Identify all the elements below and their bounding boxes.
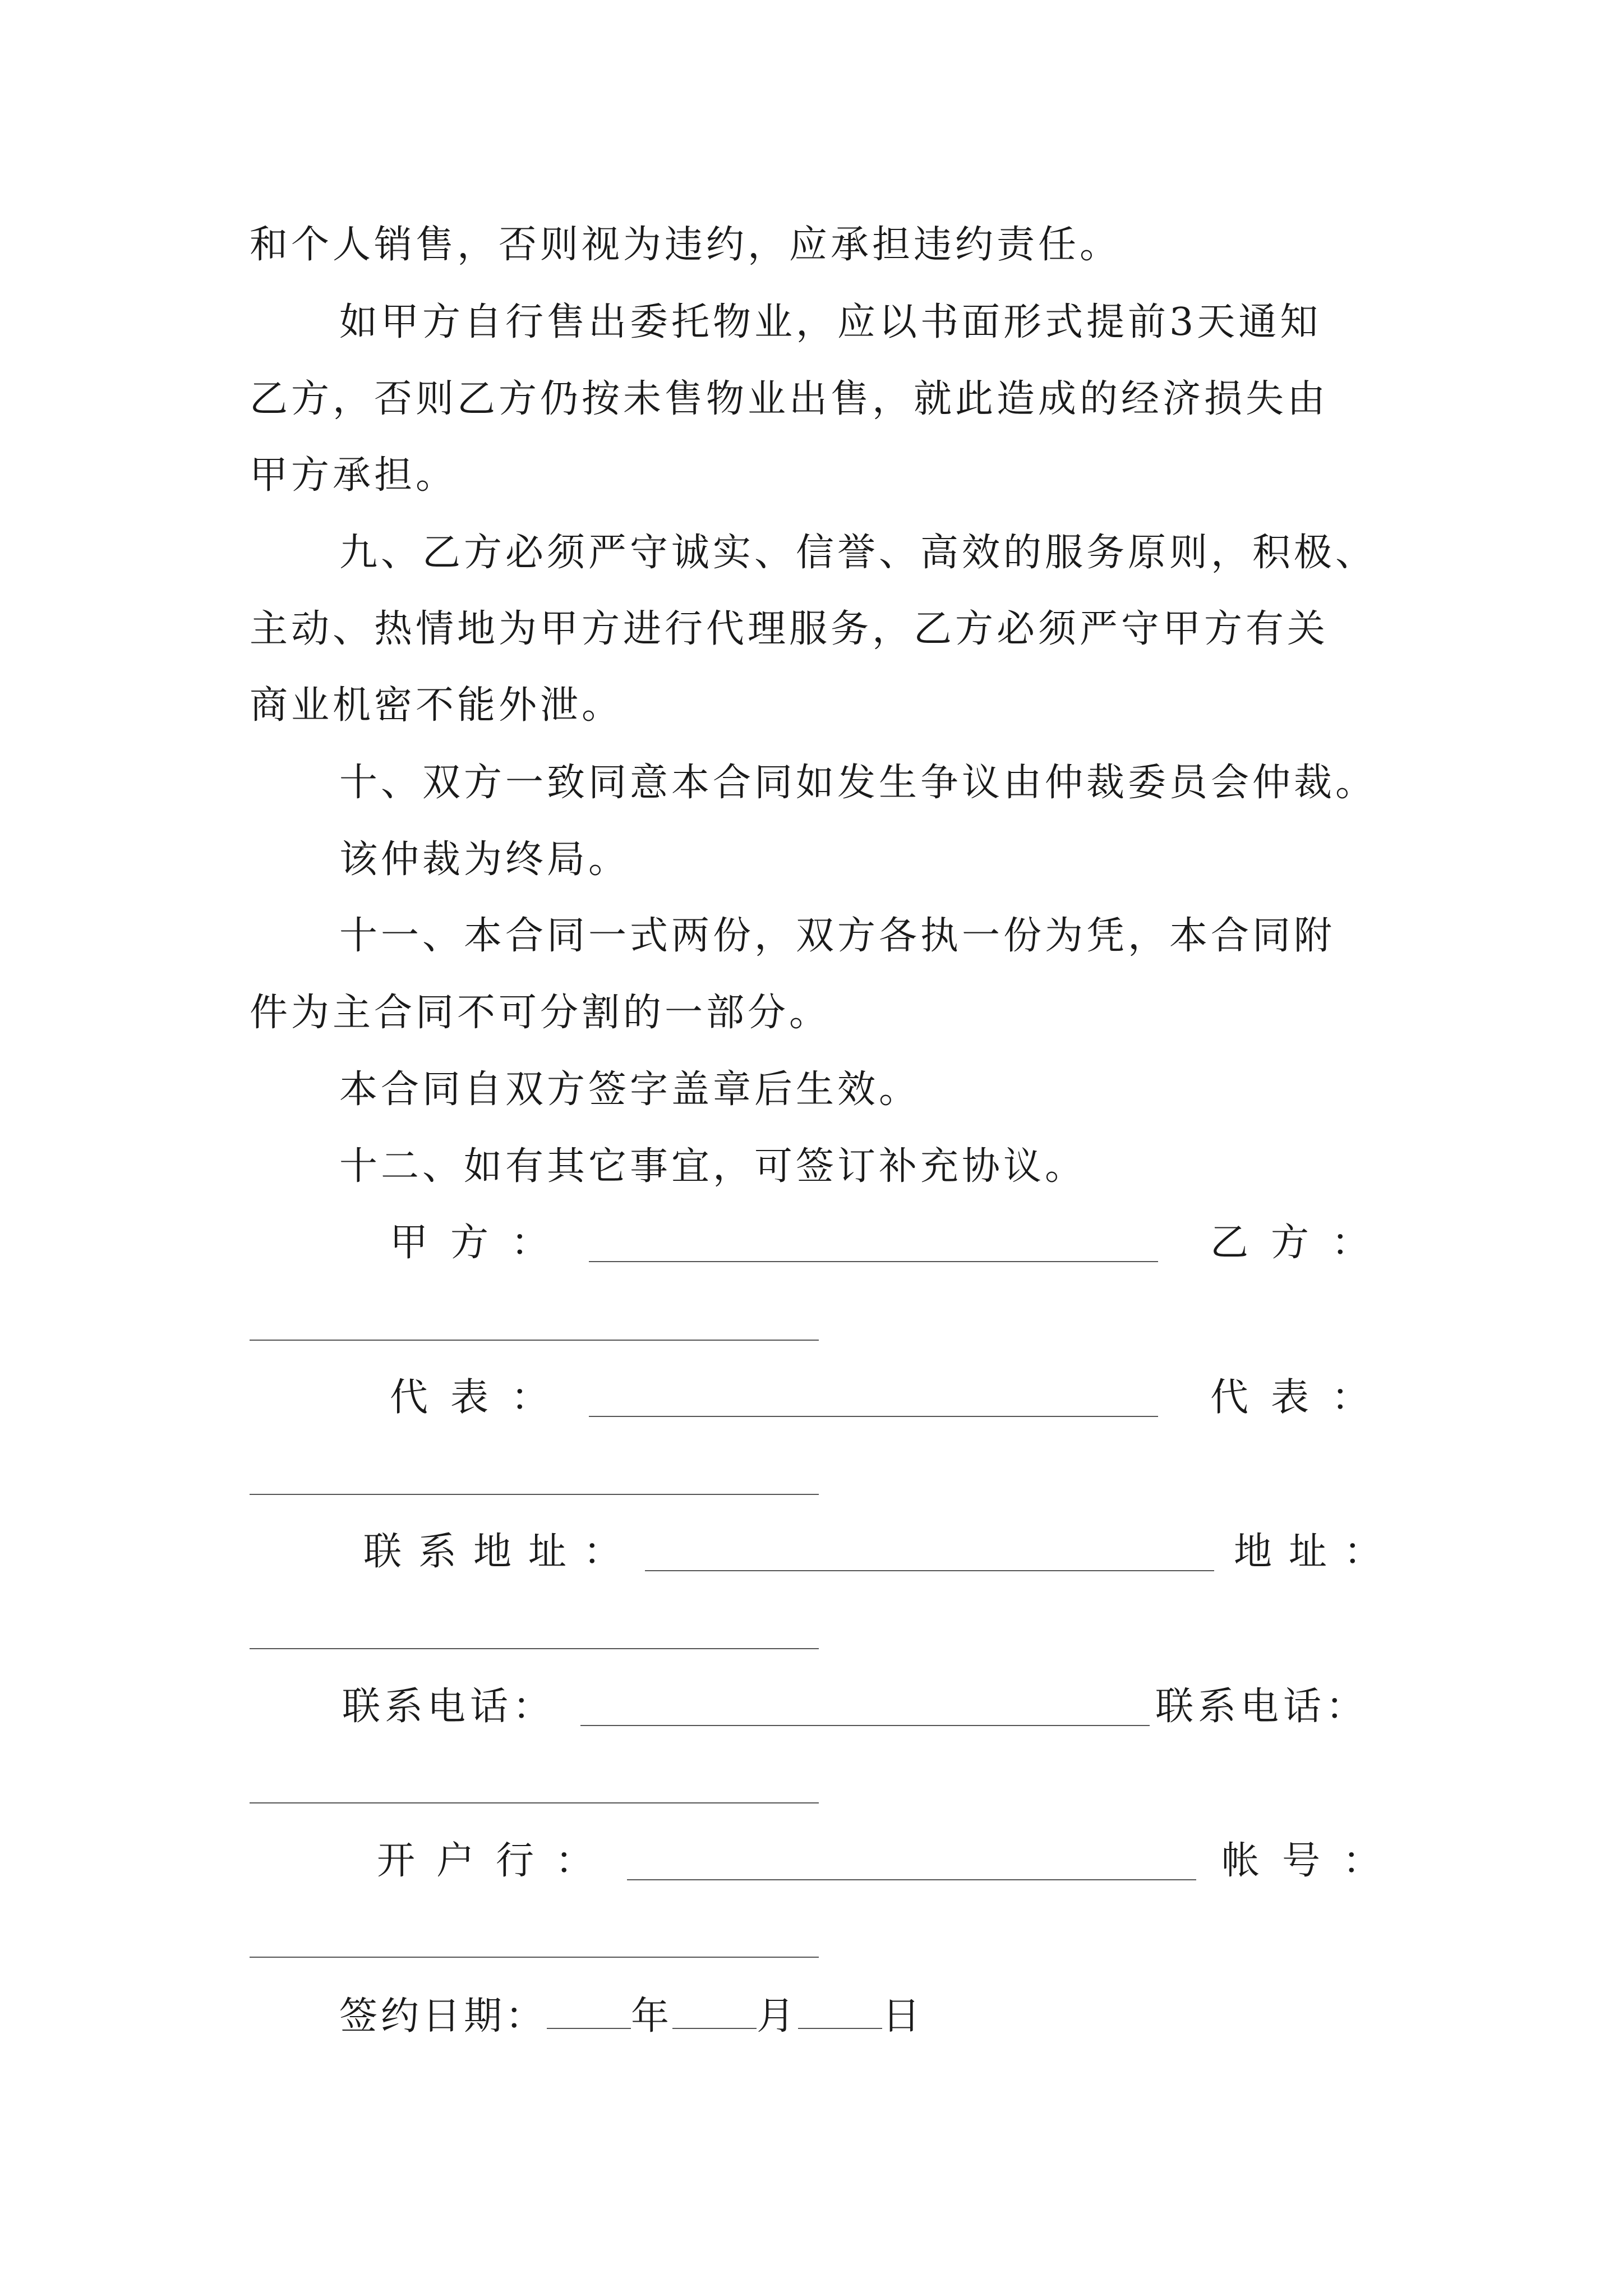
day-blank[interactable]	[798, 1991, 882, 2029]
address-a-blank[interactable]	[645, 1570, 1214, 1571]
party-a-blank[interactable]	[589, 1261, 1158, 1262]
bank-a-label: 开户行：	[377, 1839, 615, 1883]
party-b-blank[interactable]	[250, 1340, 819, 1341]
address-b-blank[interactable]	[250, 1648, 819, 1649]
paragraph-line: 甲方承担。	[250, 453, 458, 498]
paragraph-line: 该仲裁为终局。	[339, 838, 630, 882]
paragraph-line: 乙方，否则乙方仍按未售物业出售，就此造成的经济损失由	[250, 377, 1329, 421]
party-b-label: 乙方：	[1210, 1221, 1393, 1265]
paragraph-line: 本合同自双方签字盖章后生效。	[339, 1068, 921, 1112]
month-blank[interactable]	[672, 1991, 757, 2029]
phone-b-blank[interactable]	[250, 1802, 819, 1803]
paragraph-line: 十一、本合同一式两份，双方各执一份为凭，本合同附	[339, 914, 1336, 958]
year-blank[interactable]	[547, 1991, 631, 2029]
rep-b-blank[interactable]	[250, 1494, 819, 1495]
address-a-label: 联系地址：	[363, 1530, 639, 1574]
paragraph-line: 主动、热情地为甲方进行代理服务，乙方必须严守甲方有关	[250, 607, 1329, 651]
phone-a-label: 联系电话：	[342, 1685, 556, 1729]
paragraph-line: 如甲方自行售出委托物业，应以书面形式提前3天通知	[339, 300, 1322, 344]
party-a-label: 甲方：	[390, 1221, 572, 1265]
paragraph-line: 商业机密不能外泄。	[250, 683, 624, 728]
account-b-label: 帐号：	[1221, 1839, 1404, 1883]
paragraph-line: 十二、如有其它事宜，可签订补充协议。	[339, 1144, 1087, 1189]
day-label: 日	[882, 1994, 924, 2039]
bank-a-blank[interactable]	[627, 1879, 1196, 1880]
paragraph-line: 件为主合同不可分割的一部分。	[250, 991, 831, 1035]
rep-b-label: 代表：	[1210, 1375, 1393, 1420]
year-label: 年	[631, 1994, 673, 2039]
month-label: 月	[757, 1994, 799, 2039]
phone-b-label: 联系电话：	[1155, 1685, 1369, 1729]
phone-a-blank[interactable]	[580, 1725, 1150, 1726]
paragraph-line: 和个人销售，否则视为违约，应承担违约责任。	[250, 223, 1122, 267]
paragraph-line: 九、乙方必须严守诚实、信誉、高效的服务原则，积极、	[339, 531, 1377, 575]
signing-date-label: 签约日期：	[339, 1994, 547, 2039]
address-b-label: 地址：	[1234, 1530, 1399, 1574]
account-b-blank[interactable]	[250, 1957, 819, 1958]
paragraph-line: 十、双方一致同意本合同如发生争议由仲裁委员会仲裁。	[339, 761, 1377, 805]
rep-a-blank[interactable]	[589, 1416, 1158, 1417]
rep-a-label: 代表：	[390, 1375, 572, 1420]
signing-date-line	[339, 1991, 924, 2042]
